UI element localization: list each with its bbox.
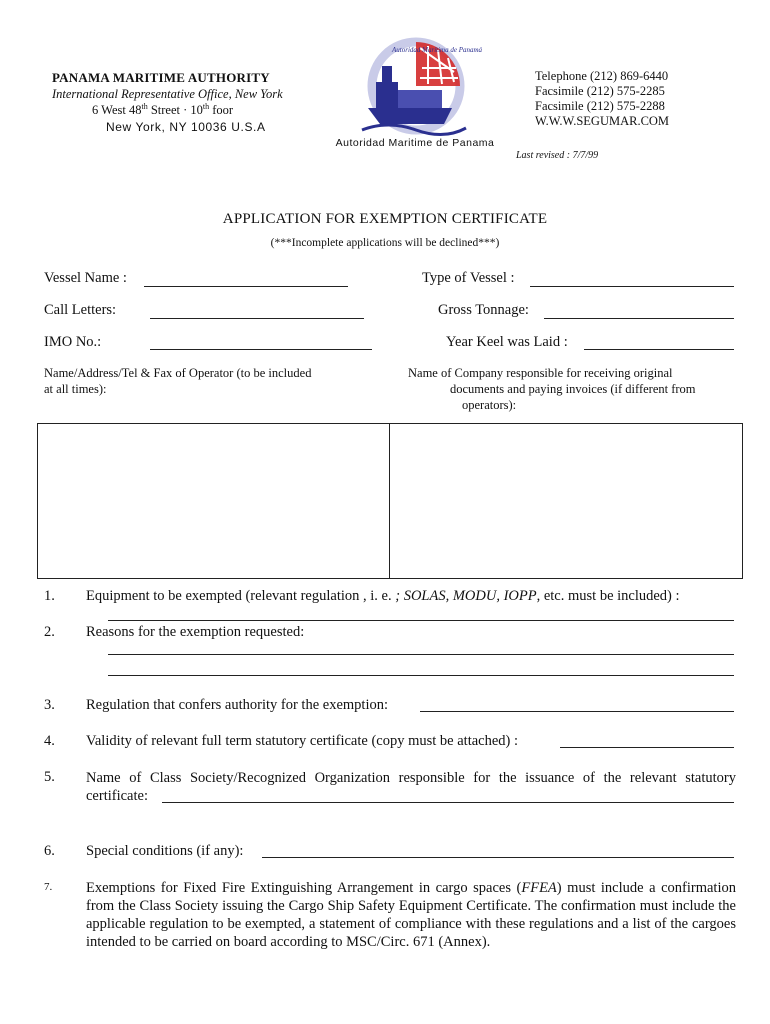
operator-input-area[interactable]	[38, 424, 389, 578]
item-3-field[interactable]	[420, 711, 734, 712]
item-6-field[interactable]	[262, 857, 734, 858]
city-address: New York, NY 10036 U.S.A	[106, 120, 266, 135]
office-name: International Representative Office, New York	[52, 87, 283, 101]
item-2-field-line-1[interactable]	[108, 654, 734, 655]
company-label: Name of Company responsible for receiving original documents and paying invoices (if different from operators):	[408, 366, 696, 412]
last-revised: Last revised : 7/7/99	[516, 150, 599, 161]
company-input-area[interactable]	[390, 424, 742, 578]
gross-tonnage-label: Gross Tonnage:	[438, 302, 529, 318]
item-1-text: Equipment to be exempted (relevant regulation , i. e. ; SOLAS, MODU, IOPP, etc. must be included) :	[86, 588, 680, 604]
item-2-number: 2.	[44, 624, 55, 640]
call-letters-field[interactable]	[150, 318, 364, 319]
operator-label: Name/Address/Tel & Fax of Operator (to be included at all times):	[44, 366, 312, 396]
item-6-number: 6.	[44, 843, 55, 859]
telephone: Telephone (212) 869-6440	[535, 69, 669, 83]
item-3-text: Regulation that confers authority for the exemption:	[86, 697, 389, 713]
item-1-number: 1.	[44, 588, 55, 604]
item-6-text: Special conditions (if any):	[86, 843, 244, 859]
pma-logo	[358, 38, 483, 138]
gross-tonnage-field[interactable]	[544, 318, 734, 319]
svg-text:Autoridad Marítima de Panamá: Autoridad Marítima de Panamá	[392, 46, 483, 54]
facsimile-2: Facsimile (212) 575-2288	[535, 99, 665, 113]
org-block	[52, 70, 283, 134]
contact-block	[535, 69, 669, 129]
vessel-name-field[interactable]	[144, 286, 348, 287]
operator-company-box	[37, 423, 743, 579]
item-7-number: 7.	[44, 881, 53, 893]
form-subtitle: (***Incomplete applications will be declined***)	[270, 237, 500, 249]
item-5-field[interactable]	[162, 802, 734, 803]
logo-caption: Autoridad Maritime de Panama	[335, 137, 495, 149]
keel-year-field[interactable]	[584, 349, 734, 350]
item-2-field-line-2[interactable]	[108, 675, 734, 676]
vessel-name-label: Vessel Name :	[44, 270, 127, 286]
item-1-field[interactable]	[108, 620, 734, 621]
type-of-vessel-field[interactable]	[530, 286, 734, 287]
keel-year-label: Year Keel was Laid :	[446, 334, 568, 350]
street-address: 6 West 48th Street · 10th foor	[92, 102, 234, 118]
item-4-number: 4.	[44, 733, 55, 749]
item-5-text: Name of Class Society/Recognized Organization responsible for the issuance of the relevant statutory certificate:	[86, 770, 736, 804]
imo-label: IMO No.:	[44, 334, 102, 350]
org-name: PANAMA MARITIME AUTHORITY	[52, 70, 270, 85]
item-7-text: Exemptions for Fixed Fire Extinguishing Arrangement in cargo spaces (FFEA) must include a confirmation from the Class Society issuing the Cargo Ship Safety Equipment Certificate. The confirmation must include the applicable regulation to be exempted, a statement of compliance with these regulations and a list of the cargoes intended to be carried on board according to MSC/Circ. 671 (Annex).	[86, 880, 736, 950]
call-letters-label: Call Letters:	[44, 302, 117, 318]
website: W.W.W.SEGUMAR.COM	[535, 114, 670, 128]
item-5-number: 5.	[44, 769, 55, 785]
facsimile-1: Facsimile (212) 575-2285	[535, 84, 665, 98]
type-of-vessel-label: Type of Vessel :	[422, 270, 515, 286]
form-title: APPLICATION FOR EXEMPTION CERTIFICATE	[222, 211, 548, 227]
imo-field[interactable]	[150, 349, 372, 350]
item-4-field[interactable]	[560, 747, 734, 748]
item-2-text: Reasons for the exemption requested:	[86, 624, 305, 640]
item-3-number: 3.	[44, 697, 55, 713]
item-4-text: Validity of relevant full term statutory certificate (copy must be attached) :	[86, 733, 519, 749]
